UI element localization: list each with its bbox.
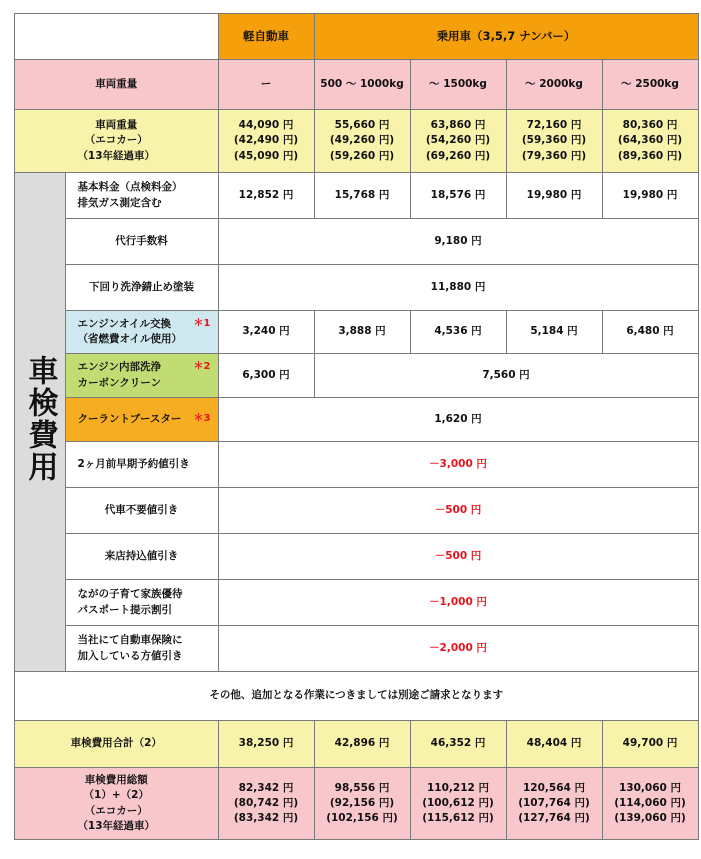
- tax-cell: [602, 110, 698, 173]
- family-value: －1,000 円: [218, 580, 698, 626]
- basic-label-line: 排気ガス測定含む: [77, 196, 162, 209]
- tax-value-13y: (79,360 円): [521, 149, 587, 162]
- weight-row: [15, 60, 699, 110]
- nocar-row: [15, 488, 699, 534]
- total-label-line: 車検費用総額: [84, 774, 148, 787]
- weight-label: 車両重量: [15, 60, 219, 110]
- family-label: [65, 580, 218, 626]
- total-value: 120,564 円: [523, 781, 585, 794]
- oil-col: 4,536 円: [410, 311, 506, 354]
- note-text: その他、追加となる作業につきましては別途ご請求となります: [15, 672, 699, 721]
- total-cell: [506, 768, 602, 840]
- tax-value: 72,160 円: [526, 119, 582, 132]
- basic-col: 19,980 円: [506, 173, 602, 219]
- subtotal-col: 48,404 円: [506, 721, 602, 768]
- underwash-row: [15, 265, 699, 311]
- oil-col: 3,888 円: [314, 311, 410, 354]
- total-value: 98,556 円: [334, 781, 390, 794]
- tax-value-eco: (42,490 円): [233, 134, 299, 147]
- total-value-13y: (127,764 円): [518, 812, 590, 825]
- early-row: [15, 442, 699, 488]
- basic-col: 12,852 円: [218, 173, 314, 219]
- subtotal-col: 49,700 円: [602, 721, 698, 768]
- side-label-cell: [15, 173, 66, 672]
- side-label: 車検費用: [22, 355, 58, 484]
- subtotal-label: 車検費用合計（2）: [15, 721, 219, 768]
- coolant-row: [15, 398, 699, 442]
- engine-clean-row: [15, 354, 699, 398]
- engine-clean-label-line: カーボンクリーン: [77, 376, 162, 389]
- basic-label: [65, 173, 218, 219]
- insurance-value: －2,000 円: [218, 626, 698, 672]
- total-value-eco: (100,612 円): [422, 796, 494, 809]
- subtotal-row: [15, 721, 699, 768]
- subtotal-col: 38,250 円: [218, 721, 314, 768]
- tax-label-line: （13年経過車）: [77, 149, 156, 162]
- total-value-13y: (83,342 円): [233, 812, 299, 825]
- early-label: 2ヶ月前早期予約値引き: [65, 442, 218, 488]
- engine-clean-mark: ＊2: [193, 361, 211, 373]
- total-cell: [602, 768, 698, 840]
- oil-col: 3,240 円: [218, 311, 314, 354]
- tax-label-line: 車両重量: [95, 119, 138, 132]
- early-value: －3,000 円: [218, 442, 698, 488]
- oil-label-line: エンジンオイル交換: [77, 317, 171, 330]
- engine-clean-kei: 6,300 円: [218, 354, 314, 398]
- tax-cell: [506, 110, 602, 173]
- tax-value-eco: (59,360 円): [521, 134, 587, 147]
- header-jouyou: 乗用車（3,5,7 ナンバー）: [314, 14, 698, 60]
- agency-label: 代行手数料: [65, 219, 218, 265]
- tax-value-13y: (69,260 円): [425, 149, 491, 162]
- carry-label: 来店持込値引き: [65, 534, 218, 580]
- insurance-label: [65, 626, 218, 672]
- subtotal-col: 42,896 円: [314, 721, 410, 768]
- coolant-value: 1,620 円: [218, 398, 698, 442]
- total-label-line: （13年経過車）: [77, 819, 156, 832]
- tax-value-eco: (49,260 円): [329, 134, 395, 147]
- engine-clean-label: [65, 354, 218, 398]
- coolant-label-text: クーラントブースター: [77, 412, 182, 425]
- tax-value-13y: (89,360 円): [617, 149, 683, 162]
- header-blank: [15, 14, 219, 60]
- subtotal-col: 46,352 円: [410, 721, 506, 768]
- tax-label-line: （エコカー）: [84, 134, 148, 147]
- underwash-value: 11,880 円: [218, 265, 698, 311]
- carry-value: －500 円: [218, 534, 698, 580]
- agency-row: [15, 219, 699, 265]
- oil-col: 6,480 円: [602, 311, 698, 354]
- tax-value: 80,360 円: [622, 119, 678, 132]
- price-table-wrapper: [14, 13, 699, 840]
- tax-cell: [314, 110, 410, 173]
- weight-col: ～ 2500kg: [602, 60, 698, 110]
- total-label: [15, 768, 219, 840]
- tax-value-13y: (45,090 円): [233, 149, 299, 162]
- agency-value: 9,180 円: [218, 219, 698, 265]
- nocar-value: －500 円: [218, 488, 698, 534]
- total-value-eco: (114,060 円): [614, 796, 686, 809]
- family-row: [15, 580, 699, 626]
- insurance-label-line: 当社にて自動車保険に: [77, 634, 183, 647]
- note-row: [15, 672, 699, 721]
- tax-value-13y: (59,260 円): [329, 149, 395, 162]
- basic-row: [15, 173, 699, 219]
- total-value: 82,342 円: [238, 781, 294, 794]
- basic-label-line: 基本料金（点検料金）: [77, 181, 183, 194]
- basic-col: 18,576 円: [410, 173, 506, 219]
- basic-col: 19,980 円: [602, 173, 698, 219]
- weight-col: ～ 1500kg: [410, 60, 506, 110]
- total-value-13y: (115,612 円): [422, 812, 494, 825]
- shaken-price-table: [14, 13, 699, 840]
- oil-col: 5,184 円: [506, 311, 602, 354]
- header-row: [15, 14, 699, 60]
- total-cell: [410, 768, 506, 840]
- oil-label: [65, 311, 218, 354]
- tax-cell: [218, 110, 314, 173]
- total-label-line: （エコカー）: [84, 804, 148, 817]
- total-value-eco: (92,156 円): [329, 796, 395, 809]
- total-value-eco: (80,742 円): [233, 796, 299, 809]
- basic-col: 15,768 円: [314, 173, 410, 219]
- nocar-label: 代車不要値引き: [65, 488, 218, 534]
- tax-cell: [410, 110, 506, 173]
- tax-label: [15, 110, 219, 173]
- total-label-line: （1）+（2）: [83, 789, 149, 802]
- weight-col: ー: [218, 60, 314, 110]
- total-value: 130,060 円: [619, 781, 681, 794]
- family-label-line: ながの子育て家族優待: [77, 588, 183, 601]
- tax-value-eco: (64,360 円): [617, 134, 683, 147]
- weight-col: ～ 2000kg: [506, 60, 602, 110]
- tax-value: 55,660 円: [334, 119, 390, 132]
- tax-value-eco: (54,260 円): [425, 134, 491, 147]
- total-value: 110,212 円: [427, 781, 489, 794]
- total-cell: [218, 768, 314, 840]
- insurance-row: [15, 626, 699, 672]
- insurance-label-line: 加入している方値引き: [77, 649, 183, 662]
- engine-clean-value: 7,560 円: [314, 354, 698, 398]
- total-row: [15, 768, 699, 840]
- engine-clean-label-line: エンジン内部洗浄: [77, 361, 161, 374]
- weight-col: 500 ～ 1000kg: [314, 60, 410, 110]
- header-kei: 軽自動車: [218, 14, 314, 60]
- oil-label-line: （省燃費オイル使用）: [77, 333, 182, 345]
- carry-row: [15, 534, 699, 580]
- coolant-label: [65, 398, 218, 442]
- tax-row: [15, 110, 699, 173]
- total-value-13y: (139,060 円): [614, 812, 686, 825]
- oil-mark: ＊1: [193, 317, 211, 329]
- total-value-13y: (102,156 円): [326, 812, 398, 825]
- tax-value: 63,860 円: [430, 119, 486, 132]
- underwash-label: 下回り洗浄錆止め塗装: [65, 265, 218, 311]
- tax-value: 44,090 円: [238, 119, 294, 132]
- family-label-line: パスポート提示割引: [77, 603, 172, 616]
- oil-row: [15, 311, 699, 354]
- total-cell: [314, 768, 410, 840]
- coolant-mark: ＊3: [193, 412, 211, 424]
- total-value-eco: (107,764 円): [518, 796, 590, 809]
